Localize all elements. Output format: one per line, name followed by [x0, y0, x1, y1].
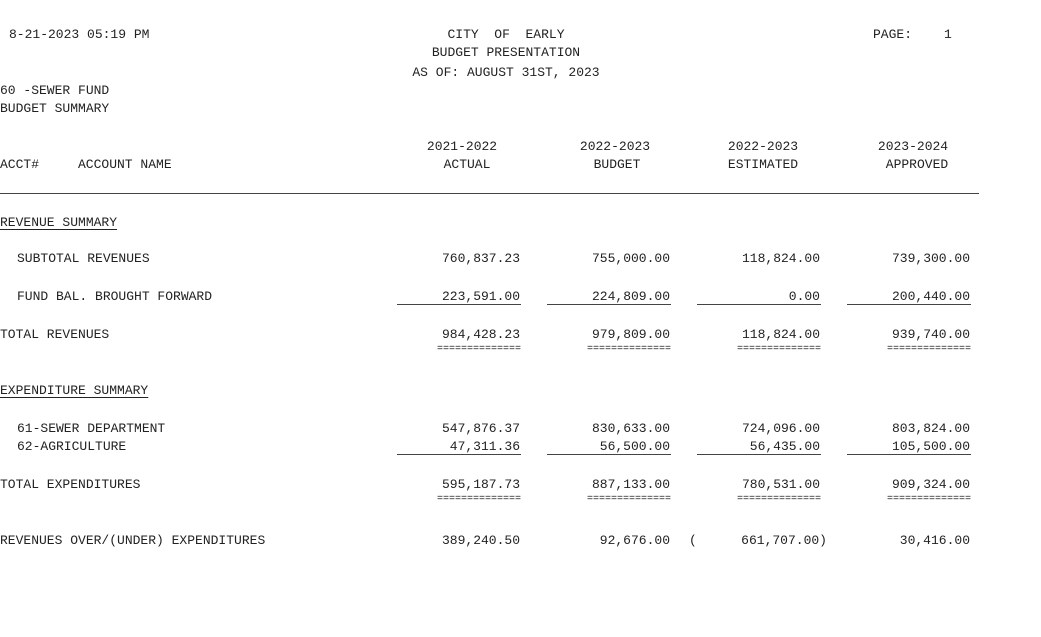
fund-balance-underline-estimated: [697, 304, 821, 305]
net-estimated: 661,707.00): [741, 533, 827, 548]
col-account-name: ACCOUNT NAME: [78, 157, 172, 172]
sewer-dept-actual: 547,876.37: [441, 421, 520, 436]
net-budget: 92,676.00: [599, 533, 670, 548]
report-title-line-1: CITY OF EARLY: [447, 27, 565, 42]
total-revenues-estimated: 118,824.00: [741, 327, 820, 342]
net-approved: 30,416.00: [899, 533, 970, 548]
total-revenues-label: TOTAL REVENUES: [0, 327, 110, 342]
subtotal-revenues-actual: 760,837.23: [441, 251, 520, 266]
sewer-dept-budget: 830,633.00: [591, 421, 670, 436]
header-divider: [0, 193, 979, 194]
total-expenditures-actual: 595,187.73: [441, 477, 520, 492]
subtotal-revenues-estimated: 118,824.00: [741, 251, 820, 266]
total-revenues-double-rule-approved: ==============: [886, 344, 971, 355]
fund-balance-estimated: 0.00: [788, 289, 820, 304]
fund-subtitle: BUDGET SUMMARY: [0, 101, 110, 116]
net-estimated-open-paren: (: [689, 533, 697, 548]
fund-balance-budget: 224,809.00: [591, 289, 670, 304]
report-datetime: 8-21-2023 05:19 PM: [9, 27, 150, 42]
sewer-dept-label: 61-SEWER DEPARTMENT: [17, 421, 166, 436]
col-year-budget: 2022-2023: [579, 139, 651, 154]
net-actual: 389,240.50: [441, 533, 520, 548]
expenditure-summary-heading: EXPENDITURE SUMMARY: [0, 383, 149, 398]
sewer-dept-estimated: 724,096.00: [741, 421, 820, 436]
col-year-actual: 2021-2022: [426, 139, 498, 154]
col-kind-approved: APPROVED: [885, 157, 949, 172]
fund-name: 60 -SEWER FUND: [0, 83, 110, 98]
page-label: PAGE:: [873, 27, 913, 42]
agriculture-underline-estimated: [697, 454, 821, 455]
subtotal-revenues-approved: 739,300.00: [891, 251, 970, 266]
col-kind-actual: ACTUAL: [443, 157, 491, 172]
fund-balance-underline-actual: [397, 304, 521, 305]
total-expenditures-double-rule-actual: ==============: [436, 494, 521, 505]
net-label: REVENUES OVER/(UNDER) EXPENDITURES: [0, 533, 266, 548]
revenue-summary-heading: REVENUE SUMMARY: [0, 215, 118, 230]
agriculture-actual: 47,311.36: [449, 439, 520, 454]
total-expenditures-double-rule-estimated: ==============: [736, 494, 821, 505]
agriculture-underline-budget: [547, 454, 671, 455]
total-revenues-double-rule-budget: ==============: [586, 344, 671, 355]
col-acct: ACCT#: [0, 157, 40, 172]
col-kind-budget: BUDGET: [593, 157, 641, 172]
agriculture-estimated: 56,435.00: [749, 439, 820, 454]
subtotal-revenues-budget: 755,000.00: [591, 251, 670, 266]
total-expenditures-label: TOTAL EXPENDITURES: [0, 477, 141, 492]
agriculture-underline-approved: [847, 454, 971, 455]
col-year-approved: 2023-2024: [877, 139, 949, 154]
col-kind-estimated: ESTIMATED: [727, 157, 799, 172]
total-expenditures-budget: 887,133.00: [591, 477, 670, 492]
total-expenditures-estimated: 780,531.00: [741, 477, 820, 492]
subtotal-revenues-label: SUBTOTAL REVENUES: [17, 251, 150, 266]
page-number: 1: [944, 27, 952, 42]
fund-balance-underline-approved: [847, 304, 971, 305]
total-expenditures-double-rule-budget: ==============: [586, 494, 671, 505]
col-year-estimated: 2022-2023: [727, 139, 799, 154]
agriculture-budget: 56,500.00: [599, 439, 670, 454]
total-revenues-double-rule-actual: ==============: [436, 344, 521, 355]
agriculture-underline-actual: [397, 454, 521, 455]
total-revenues-actual: 984,428.23: [441, 327, 520, 342]
total-revenues-budget: 979,809.00: [591, 327, 670, 342]
sewer-dept-approved: 803,824.00: [891, 421, 970, 436]
fund-balance-actual: 223,591.00: [441, 289, 520, 304]
agriculture-approved: 105,500.00: [891, 439, 970, 454]
total-revenues-double-rule-estimated: ==============: [736, 344, 821, 355]
fund-balance-label: FUND BAL. BROUGHT FORWARD: [17, 289, 213, 304]
report-title-line-2: BUDGET PRESENTATION: [431, 45, 581, 60]
total-expenditures-approved: 909,324.00: [891, 477, 970, 492]
total-revenues-approved: 939,740.00: [891, 327, 970, 342]
fund-balance-approved: 200,440.00: [891, 289, 970, 304]
total-expenditures-double-rule-approved: ==============: [886, 494, 971, 505]
agriculture-label: 62-AGRICULTURE: [17, 439, 127, 454]
fund-balance-underline-budget: [547, 304, 671, 305]
report-title-line-3: AS OF: AUGUST 31ST, 2023: [412, 65, 600, 80]
